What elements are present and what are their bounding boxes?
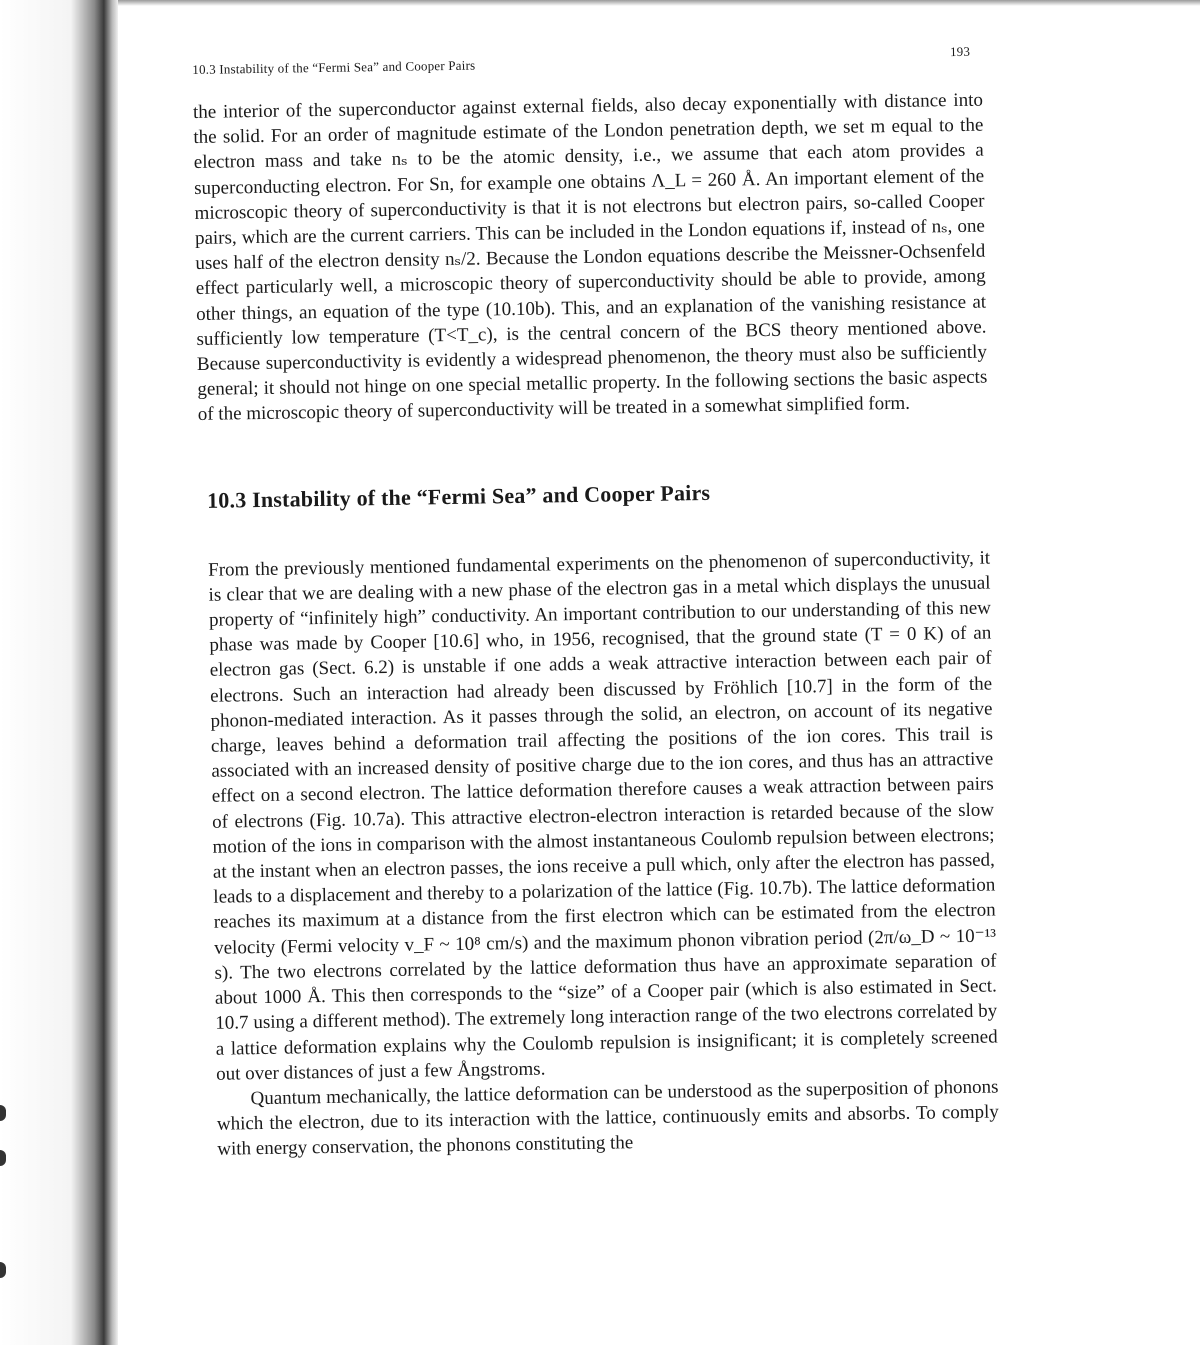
running-head-title: 10.3 Instability of the “Fermi Sea” and Cooper Pairs <box>192 57 476 77</box>
book-gutter-shadow <box>0 0 118 1345</box>
running-head <box>192 36 982 78</box>
paragraph-intro: the interior of the superconductor against external fields, also decay exponentially with distance into the solid. For an order of magnitude estimate of the London penetration depth, we set m equal to the electron mass and take nₛ to be the atomic density, i.e., we assume that each atom provides a superconducting electron. For Sn, for example one obtains Λ_L = 260 Å. An important element of the microscopic theory of superconductivity is that it is not electrons but electron pairs, so-called Cooper pairs, which are the current carriers. This can be included in the London equations if, instead of nₛ, one uses half of the electron density nₛ/2. Because the London equations describe the Meissner-Ochsenfeld effect particularly well, a microscopic theory of superconductivity should be able to provide, among other things, an equation of the type (10.10b). This, and an explanation of the vanishing resistance at sufficiently low temperature (T<T_c), is the central concern of the BCS theory mentioned above. Because superconductivity is evidently a widespread phenomenon, the theory must also be sufficiently general; it should not hinge on one special metallic property. In the following sections the basic aspects of the microscopic theory of superconductivity will be treated in a somewhat simplified form. <box>192 89 988 426</box>
section-heading: 10.3 Instability of the “Fermi Sea” and Cooper Pairs <box>206 479 711 513</box>
paragraph-quantum: Quantum mechanically, the lattice deformation can be understood as the superposition of phonons which the electron, due to its interaction with the lattice, continuously emits and absorbs. To comply with energy conservation, the phonons constituting the <box>216 1076 999 1161</box>
paragraph-cooper: From the previously mentioned fundamental experiments on the phenomenon of superconductivity, it is clear that we are dealing with a new phase of the electron gas in a metal which displays the unusual property of “infinitely high” conductivity. An important contribution to our understanding of this new phase was made by Cooper [10.6] who, in 1956, recognised, that the ground state (T = 0 K) of an electron gas (Sect. 6.2) is unstable if one adds a weak attractive interaction between each pair of electrons. Such an interaction had already been discussed by Fröhlich [10.7] in the form of the phonon-mediated interaction. As it passes through the solid, an electron, on account of its negative charge, leaves behind a deformation trail affecting the positions of the ion cores. This trail is associated with an increased density of positive charge due to the ion cores, and thus has an attractive effect on a second electron. The lattice deformation therefore causes a weak attraction between pairs of electrons (Fig. 10.7a). This attractive electron-electron interaction is retarded because of the slow motion of the ions in comparison with the almost instantaneous Coulomb repulsion between electrons; at the instant when an electron passes, the ions receive a pull which, only after the electron has passed, leads to a displacement and thereby to a polarization of the lattice (Fig. 10.7b). The lattice deformation reaches its maximum at a distance from the first electron which can be estimated from the electron velocity (Fermi velocity v_F ~ 10⁸ cm/s) and the maximum phonon vibration period (2π/ω_D ~ 10⁻¹³ s). The two electrons correlated by the lattice deformation thus have an approximate separation of about 1000 Å. This then corresponds to the “size” of a Cooper pair (which is also estimated in Sect. 10.7 using a different method). The extremely long interaction range of the two electrons correlated by a lattice deformation explains why the Coulomb repulsion is insignificant; it is completely screened out over distances of just a few Ångstroms. <box>208 547 998 1085</box>
book-page <box>192 36 999 1163</box>
page-number: 193 <box>949 43 971 60</box>
page-top-shadow <box>0 0 1200 6</box>
